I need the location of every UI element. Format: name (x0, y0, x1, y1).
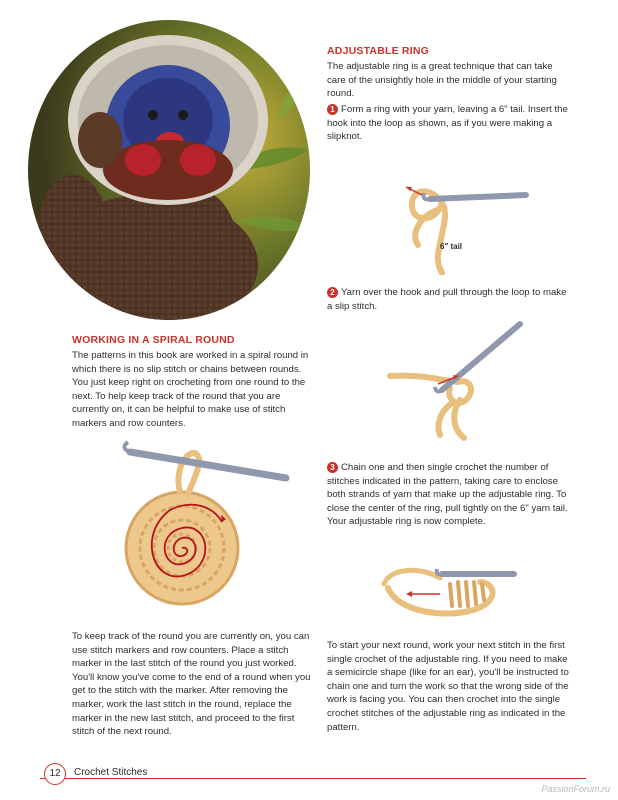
tracking-text: To keep track of the round you are currently on, you can use stitch markers and row counters. Place a stitch marker in the last stitch of the round you just worked. You'll know you've come to the end of a round when you get to the stitch with the marker. After removing the marker, work the last stitch in the round, replace the marker in the new last stitch, and proceed to the first stitch of the next round. (72, 631, 311, 738)
page-number: 12 (44, 763, 66, 785)
ring-step-3-illustration (380, 548, 520, 628)
adjustable-ring-heading: ADJUSTABLE RING (327, 45, 429, 57)
spiral-round-illustration (110, 438, 290, 608)
spiral-round-intro: The patterns in this book are worked in a spiral round in which there is no slip stitch or chains between rounds. You just keep right on crocheting from one round to the next. To help keep track of the round that you are currently on, it can be helpful to make use of stitch markers and row counters. (72, 350, 309, 429)
spiral-round-heading: WORKING IN A SPIRAL ROUND (72, 334, 235, 346)
ring-step-1-illustration (390, 155, 530, 275)
step-1-text: Form a ring with your yarn, leaving a 6" tail. Insert the hook into the loop as shown, as if you were making a slipknot. (327, 104, 568, 143)
section-title: Crochet Stitches (74, 767, 148, 778)
adjustable-ring-intro: The adjustable ring is a great technique that can take care of the unsightly hole in the middle of your starting round. (327, 61, 557, 100)
next-round-text: To start your next round, work your next stitch in the first single crochet of the adjustable ring. If you need to make a semicircle shape (like for an ear), you'll be instructed to chain one and turn the work so that the wrong side of the work is facing you. You can then crochet into the single crochet stitches of the adjustable ring as indicated in the pattern. (327, 640, 569, 733)
step-2-number: 2 (327, 287, 338, 298)
step-2 (327, 286, 572, 313)
step-3-number: 3 (327, 462, 338, 473)
step-3 (327, 461, 572, 529)
tail-label: 6" tail (440, 242, 463, 251)
step-3-text: Chain one and then single crochet the number of stitches indicated in the pattern, taking care to enclose both strands of yarn that make up the adjustable ring. To close the center of the ring, pull tightly on the 6" yarn tail. Your adjustable ring is now complete. (327, 462, 568, 528)
step-1-number: 1 (327, 104, 338, 115)
ring-step-2-illustration (380, 320, 530, 450)
watermark: PassionForum.ru (541, 784, 610, 794)
footer-rule (40, 778, 586, 779)
mandrill-toy-photo (28, 20, 310, 320)
mandrill-illustration (28, 20, 310, 320)
step-2-text: Yarn over the hook and pull through the loop to make a slip stitch. (327, 287, 567, 312)
step-1 (327, 103, 572, 144)
